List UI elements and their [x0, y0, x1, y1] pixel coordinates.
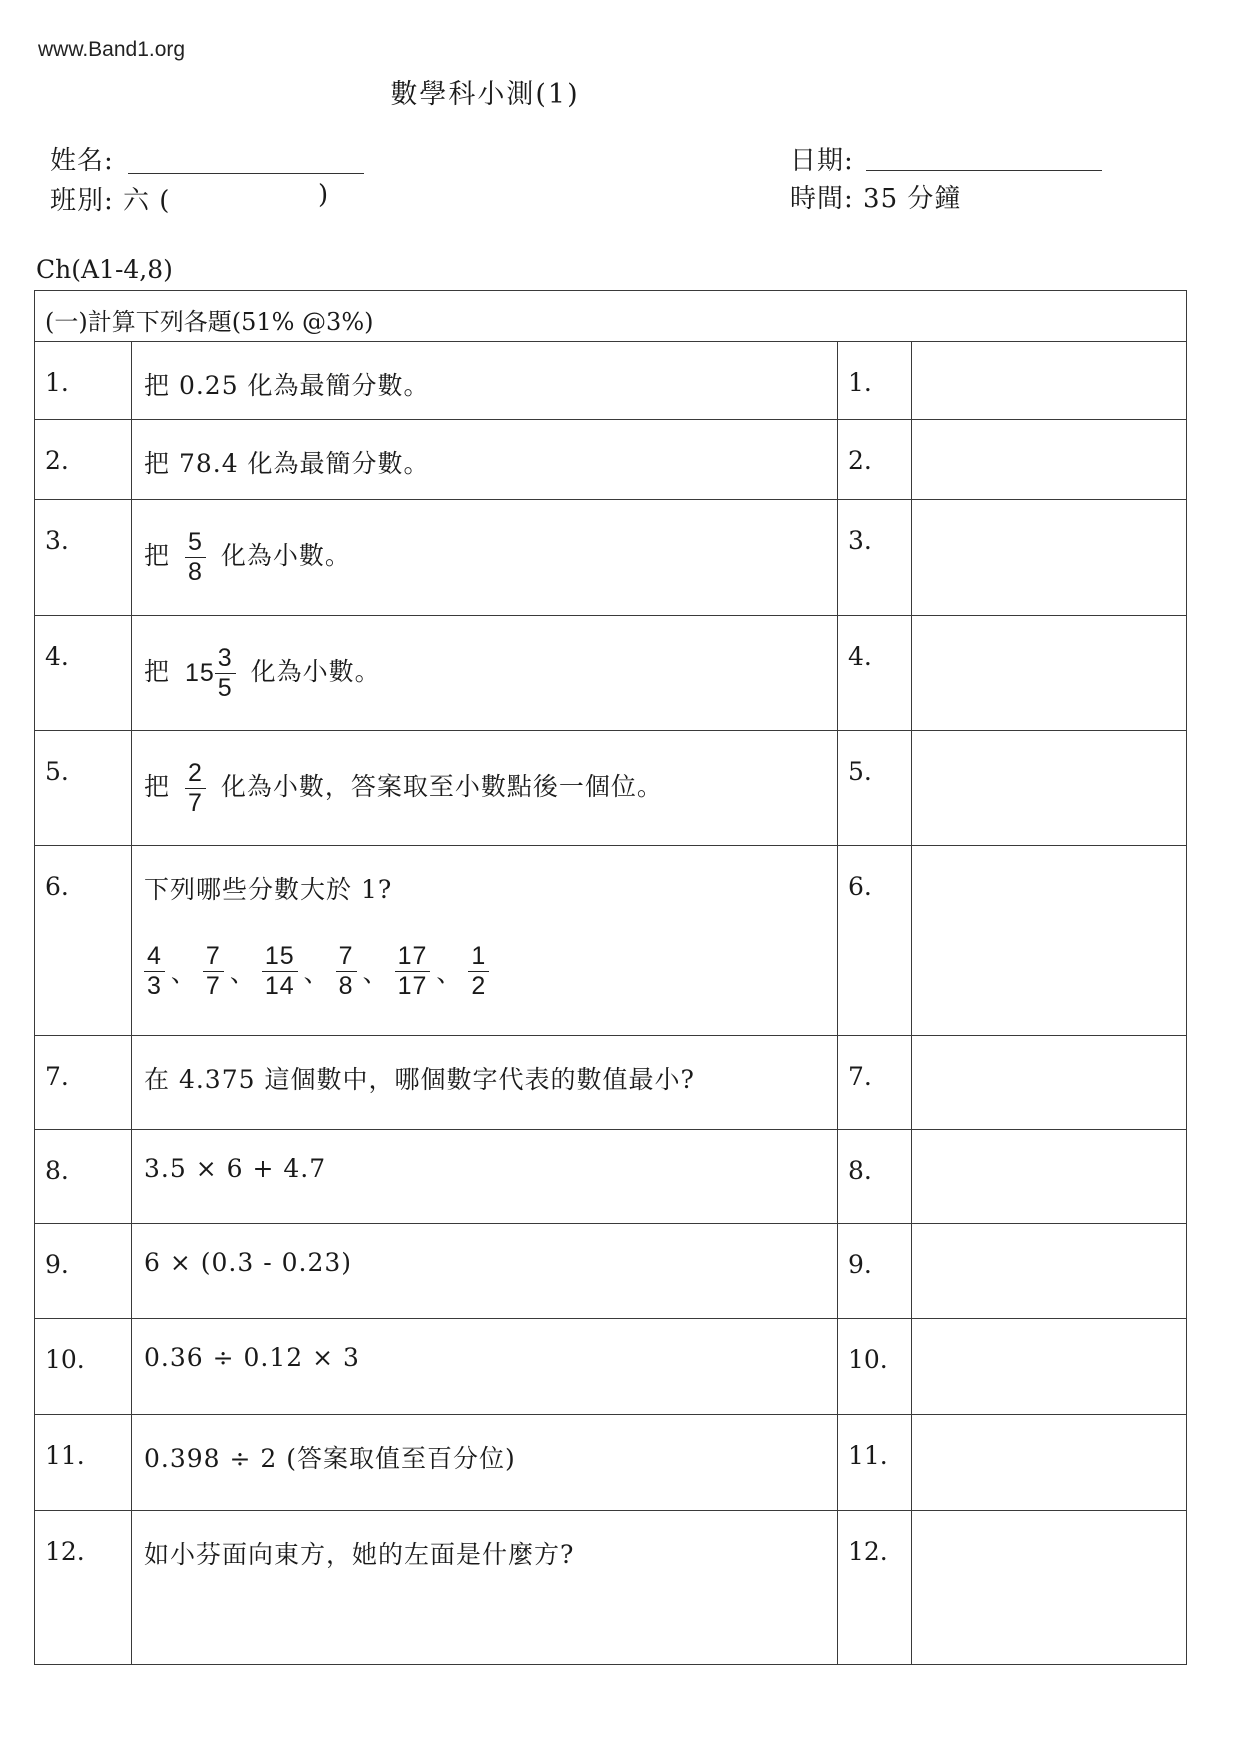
question-text: 把 0.25 化為最簡分數。 — [132, 342, 838, 420]
date-label: 日期: — [790, 146, 854, 176]
answer-box[interactable] — [912, 420, 1187, 500]
answer-box[interactable] — [912, 1130, 1187, 1224]
question-number: 6. — [35, 846, 132, 1036]
question-post: 化為小數。 — [220, 541, 351, 570]
question-row-7 — [35, 1036, 1187, 1130]
fraction — [215, 644, 236, 703]
answer-number: 9. — [838, 1224, 912, 1319]
name-label: 姓名: — [50, 146, 114, 176]
chapter-ref: Ch(A1-4,8) — [36, 255, 173, 284]
numerator: 2 — [185, 759, 206, 789]
fraction-option — [262, 942, 298, 1001]
denominator: 3 — [147, 971, 162, 1000]
denominator: 17 — [397, 971, 428, 1000]
answer-number: 4. — [838, 616, 912, 731]
denominator: 5 — [217, 673, 233, 702]
class-label: 班別: 六 ( — [50, 186, 171, 216]
question-number: 7. — [35, 1036, 132, 1130]
question-number: 11. — [35, 1415, 132, 1511]
denominator: 7 — [205, 971, 221, 1000]
question-text: 把 78.4 化為最簡分數。 — [132, 420, 838, 500]
name-line[interactable] — [128, 173, 364, 174]
answer-number: 6. — [838, 846, 912, 1036]
question-row-2 — [35, 420, 1187, 500]
question-row-8 — [35, 1130, 1187, 1224]
numerator: 3 — [215, 644, 236, 674]
answer-number: 7. — [838, 1036, 912, 1130]
answer-box[interactable] — [912, 500, 1187, 616]
question-pre: 把 — [144, 541, 171, 570]
numerator: 7 — [336, 942, 357, 972]
fraction-list — [144, 942, 837, 1001]
answer-box[interactable] — [912, 1415, 1187, 1511]
answer-box[interactable] — [912, 846, 1187, 1036]
site-url: www.Band1.org — [38, 38, 186, 61]
denominator: 8 — [338, 971, 354, 1000]
numerator: 17 — [395, 942, 431, 972]
fraction-option — [468, 942, 489, 1001]
question-number: 3. — [35, 500, 132, 616]
answer-number: 8. — [838, 1130, 912, 1224]
question-number: 10. — [35, 1319, 132, 1415]
question-number: 8. — [35, 1130, 132, 1224]
question-row-12 — [35, 1511, 1187, 1665]
question-row-1 — [35, 342, 1187, 420]
answer-number: 1. — [838, 342, 912, 420]
question-row-9 — [35, 1224, 1187, 1319]
date-line[interactable] — [866, 170, 1102, 171]
page-title: 數學科小測(1) — [390, 79, 580, 110]
class-close: ) — [318, 180, 330, 210]
answer-box[interactable] — [912, 1511, 1187, 1665]
fraction-option — [144, 942, 165, 1001]
question-number: 1. — [35, 342, 132, 420]
question-text — [132, 731, 838, 846]
fraction-option — [395, 942, 431, 1001]
section-row — [35, 291, 1187, 342]
fraction-option — [336, 942, 357, 1001]
denominator: 14 — [264, 971, 295, 1000]
question-row-4 — [35, 616, 1187, 731]
answer-number: 2. — [838, 420, 912, 500]
separator: 、 — [170, 958, 197, 988]
question-post: 化為小數，答案取至小數點後一個位。 — [220, 771, 663, 801]
question-text — [132, 846, 838, 1036]
question-row-11 — [35, 1415, 1187, 1511]
answer-box[interactable] — [912, 1036, 1187, 1130]
question-number: 2. — [35, 420, 132, 500]
section-title: (一)計算下列各題(51% @3%) — [35, 291, 1187, 342]
time-label: 時間: 35 分鐘 — [790, 184, 962, 214]
question-number: 9. — [35, 1224, 132, 1319]
question-text: 0.36 ÷ 0.12 × 3 — [132, 1319, 838, 1415]
numerator: 7 — [203, 942, 224, 972]
question-number: 4. — [35, 616, 132, 731]
answer-box[interactable] — [912, 616, 1187, 731]
answer-box[interactable] — [912, 1224, 1187, 1319]
numerator: 5 — [185, 528, 206, 558]
question-row-10 — [35, 1319, 1187, 1415]
answer-box[interactable] — [912, 342, 1187, 420]
fraction-option — [203, 942, 224, 1001]
question-prompt: 下列哪些分數大於 1? — [144, 875, 393, 904]
question-pre: 把 — [144, 771, 171, 801]
answer-box[interactable] — [912, 731, 1187, 846]
answer-box[interactable] — [912, 1319, 1187, 1415]
answer-number: 3. — [838, 500, 912, 616]
question-row-5 — [35, 731, 1187, 846]
separator: 、 — [436, 958, 463, 988]
numerator: 1 — [468, 942, 489, 972]
question-table — [34, 290, 1187, 1665]
separator: 、 — [229, 958, 256, 988]
question-text: 3.5 × 6 + 4.7 — [132, 1130, 838, 1224]
separator: 、 — [303, 958, 330, 988]
question-row-6 — [35, 846, 1187, 1036]
answer-number: 10. — [838, 1319, 912, 1415]
answer-number: 11. — [838, 1415, 912, 1511]
separator: 、 — [362, 958, 389, 988]
numerator: 4 — [144, 942, 165, 972]
question-pre: 把 — [144, 656, 171, 686]
denominator: 2 — [471, 971, 487, 1000]
numerator: 15 — [262, 942, 298, 972]
question-text: 如小芬面向東方，她的左面是什麼方? — [132, 1511, 838, 1665]
answer-number: 12. — [838, 1511, 912, 1665]
question-text — [132, 500, 838, 616]
question-number: 12. — [35, 1511, 132, 1665]
question-row-3 — [35, 500, 1187, 616]
question-text: 6 × (0.3 - 0.23) — [132, 1224, 838, 1319]
denominator: 8 — [187, 558, 203, 586]
mixed-whole: 15 — [184, 658, 215, 687]
answer-number: 5. — [838, 731, 912, 846]
question-text: 在 4.375 這個數中，哪個數字代表的數值最小? — [132, 1036, 838, 1130]
question-number: 5. — [35, 731, 132, 846]
question-text: 0.398 ÷ 2 (答案取值至百分位) — [132, 1415, 838, 1511]
fraction — [185, 759, 206, 818]
fraction — [185, 528, 206, 587]
question-post: 化為小數。 — [250, 656, 381, 686]
denominator: 7 — [187, 788, 203, 817]
question-text — [132, 616, 838, 731]
